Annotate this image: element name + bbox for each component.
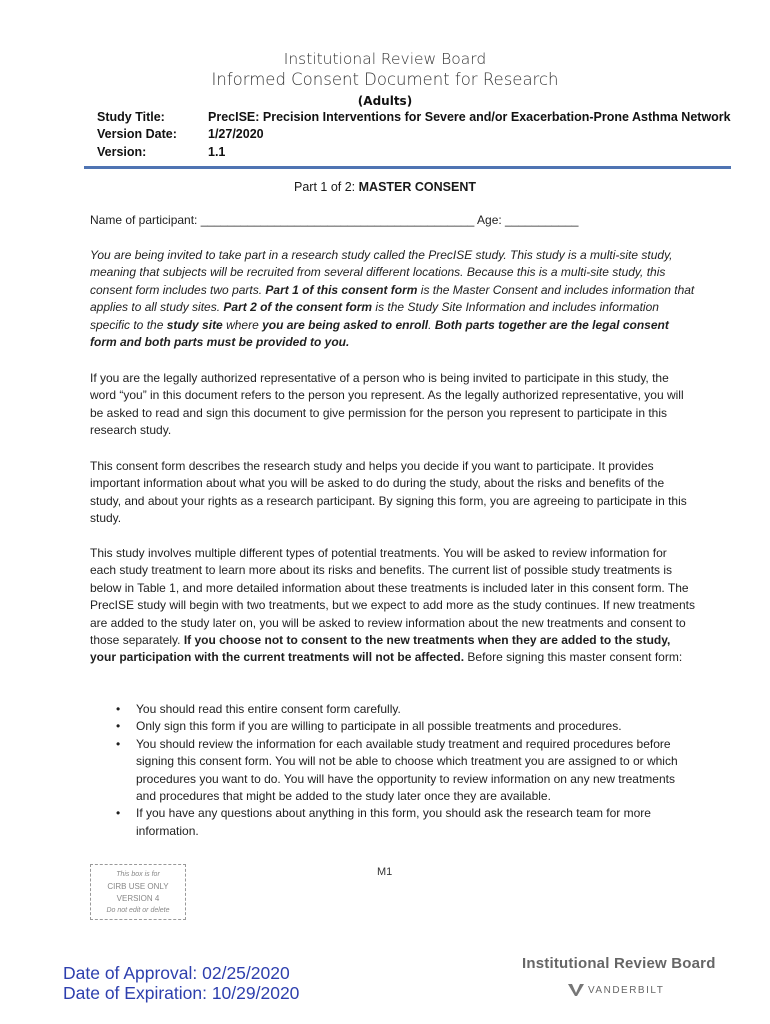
header-title: Institutional Review Board xyxy=(283,50,487,68)
description-paragraph: This consent form describes the research study and helps you decide if you want to participate. It provides important information about what you will be asked to do during the study, about the risks and benefits of the study, and about your rights as a research participant. By signing this form, you are agreeing to participate in this study. xyxy=(90,459,687,526)
list-item: • Only sign this form if you are willing to participate in all possible treatments and procedures. xyxy=(112,718,692,735)
approval-date: Date of Approval: 02/25/2020 xyxy=(63,963,290,983)
stamp-line-1: This box is for xyxy=(116,871,160,878)
stamp-line-4: Do not edit or delete xyxy=(106,907,170,914)
vanderbilt-logo xyxy=(568,983,664,997)
study-title-value: PrecISE: Precision Interventions for Severe and/or Exacerbation-Prone Asthma Network xyxy=(208,110,731,124)
version-label: Version: xyxy=(97,145,147,159)
list-item: • You should review the information for each available study treatment and required procedures before signing this consent form. You will not be able to choose which treatment you are assigned to or which procedures you want to do. You will have the opportunity to review information on any new treatments and procedures that might be added to the study later once they are available. xyxy=(112,736,692,806)
participant-line: Name of participant: _________________________________________ Age: ___________ xyxy=(90,213,579,227)
irb-logo: Institutional Review Board xyxy=(522,955,716,972)
version-date-value: 1/27/2020 xyxy=(208,127,264,141)
part-title: MASTER CONSENT xyxy=(358,180,476,194)
part-prefix: Part 1 of 2: xyxy=(294,180,359,194)
expiration-date: Date of Expiration: 10/29/2020 xyxy=(63,983,300,1003)
stamp-line-2: CIRB USE ONLY xyxy=(107,882,169,891)
study-title-row xyxy=(97,110,731,124)
header-divider xyxy=(84,166,731,169)
treatments-paragraph: This study involves multiple different types of potential treatments. You will be asked to review information for each study treatment to learn more about its risks and benefits. The current list of possible study treatments is below in Table 1, and more detailed information about these treatments is included later in this consent form. The PrecISE study will begin with two treatments, but we expect to add more as the study continues. If new treatments are added to the study later on, you will be asked to review information about the new treatments and consent to those separately. If you choose not to consent to the new treatments when they are added to the study, your participation with the current treatments will not be affected. Before signing this master consent form: xyxy=(90,546,695,665)
vanderbilt-v-icon xyxy=(568,983,584,997)
stamp-line-3: VERSION 4 xyxy=(116,894,160,903)
list-item: • You should read this entire consent form carefully. xyxy=(112,701,692,718)
intro-paragraph: You are being invited to take part in a research study called the PrecISE study. This study is a multi-site study, meaning that subjects will be recruited from several different locations. Because this is a multi-site study, this consent form includes two parts. Part 1 of this consent form is the Master Consent and includes information that applies to all study sites. Part 2 of the consent form is the Study Site Information and includes information specific to the study site where you are being asked to enroll. Both parts together are the legal consent form and both parts must be provided to you. xyxy=(90,248,695,350)
study-title-label: Study Title: xyxy=(97,110,165,124)
header-subtitle: Informed Consent Document for Research xyxy=(211,70,559,89)
vanderbilt-wordmark: VANDERBILT xyxy=(588,984,665,996)
cirb-stamp-box xyxy=(90,864,186,920)
page-number: M1 xyxy=(377,866,393,878)
representative-paragraph: If you are the legally authorized representative of a person who is being invited to participate in this study, the word “you” in this document refers to the person you represent. As the legally authorized representative, you will be asked to read and sign this document to give permission for the person you represent to participate in this research study. xyxy=(90,371,684,438)
version-value: 1.1 xyxy=(208,145,226,159)
version-date-row xyxy=(97,127,264,141)
version-date-label: Version Date: xyxy=(97,127,177,141)
version-row xyxy=(97,145,225,159)
instructions-list xyxy=(112,701,692,840)
list-item: • If you have any questions about anything in this form, you should ask the research team for more information. xyxy=(112,805,692,840)
header-audience: (Adults) xyxy=(357,94,413,108)
part-heading xyxy=(0,180,770,194)
